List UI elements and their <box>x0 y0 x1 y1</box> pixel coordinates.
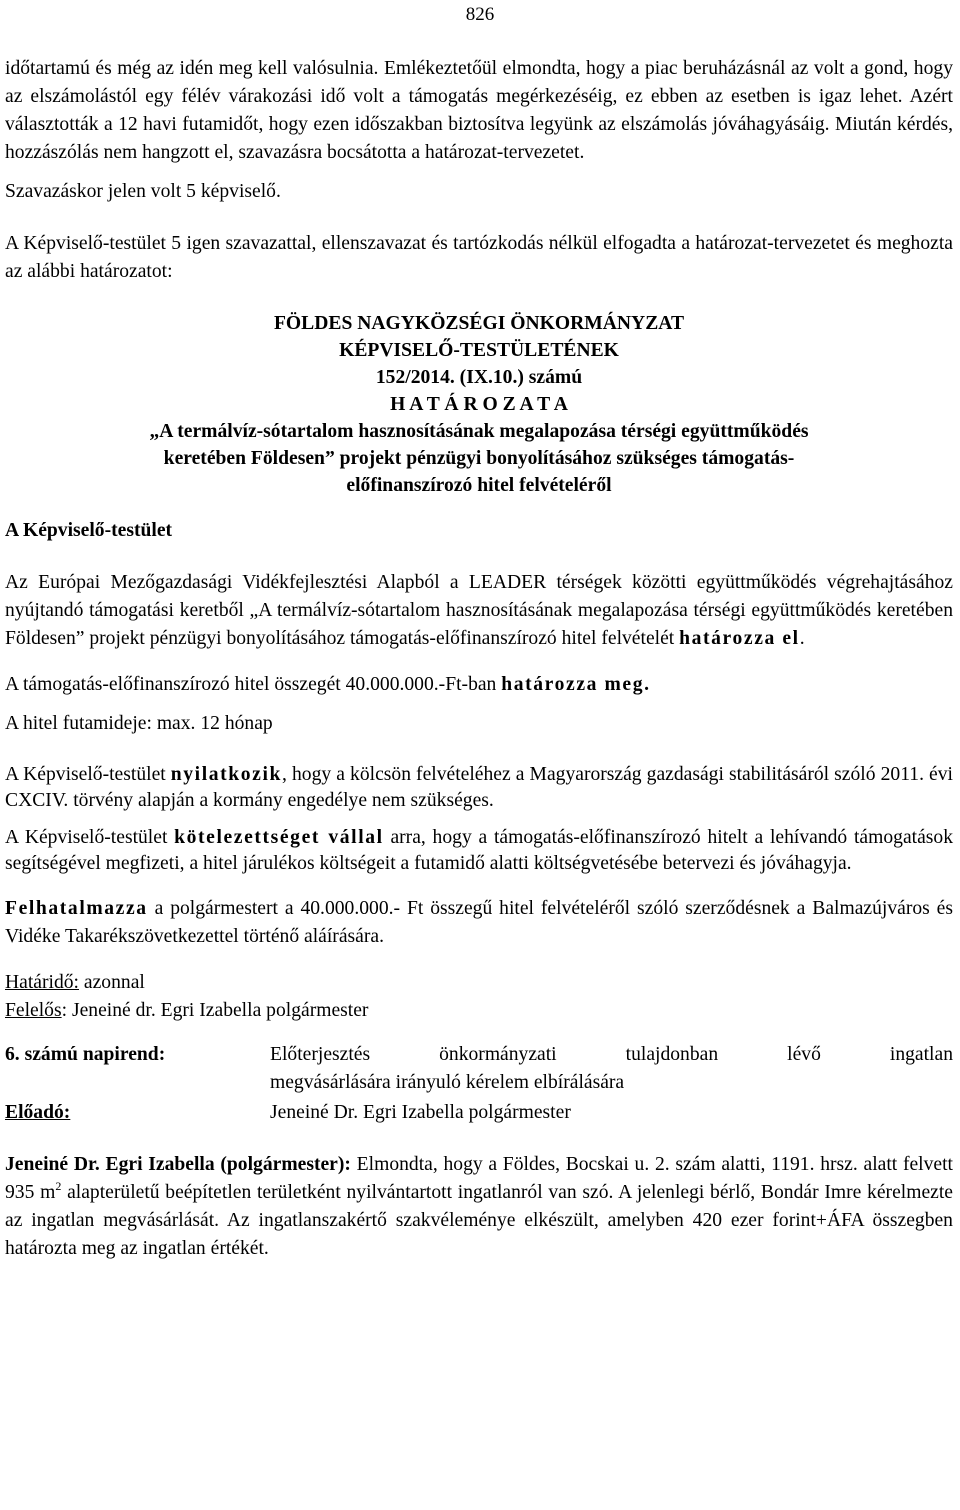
vote-paragraph: A Képviselő-testület 5 igen szavazattal, ellenszavazat és tartózkodás nélkül elfogadta a határozat-tervezetet és meghozta az alábbi határozatot: <box>5 233 953 282</box>
agenda-label: 6. számú napirend: <box>5 1044 166 1065</box>
heading-line-1: FÖLDES NAGYKÖZSÉGI ÖNKORMÁNYZAT <box>273 313 685 334</box>
page-number: 826 <box>465 4 495 25</box>
resolution-point-6 <box>5 895 953 951</box>
point-4-start: A Képviselő-testület <box>5 764 166 785</box>
point-5-start: A Képviselő-testület <box>5 827 168 848</box>
deadline-label: Határidő: <box>5 972 79 993</box>
resolution-word: H A T Á R O Z A T A <box>390 394 568 415</box>
intro-paragraph: időtartamú és még az idén meg kell valósulnia. Emlékeztetőül elmondta, hogy a piac beruházásnál az volt a gond, hogy az elszámolástól egy félév várakozási idő volt a támogatás megérkezéséig, ez ebben az esetben is igaz lehet. Azért választották a 12 havi futamidőt, hogy ezen időszakban biztosítva legyünk az elszámolás jóváhagyásáig. Miután kérdés, hozzászólás nem hangzott el, szavazásra bocsátotta a határozat-tervezetet. <box>5 58 953 163</box>
resolution-point-5 <box>5 825 953 877</box>
point-5-text: arra, hogy a támogatás-előfinanszírozó hitelt a lehívandó támogatások segítségével megfizeti, a hitel járulékos költségeit a futamidő alatti költségvetésébe betervezi és jóváhagyja. <box>5 827 953 874</box>
resolution-point-2 <box>5 671 953 699</box>
presenter-label: Előadó: <box>5 1102 71 1123</box>
responsible-value: : Jeneiné dr. Egri Izabella polgármester <box>61 1000 369 1021</box>
presenter-row <box>5 1099 953 1127</box>
speaker-name: Jeneiné Dr. Egri Izabella (polgármester): <box>5 1154 351 1175</box>
resolution-point-4 <box>5 762 953 814</box>
body-label: A Képviselő-testület <box>5 520 173 541</box>
responsible-line <box>5 997 953 1025</box>
point-5-verb: kötelezettséget vállal <box>174 827 384 848</box>
speech-paragraph <box>5 1151 953 1263</box>
point-2-verb: határozza meg. <box>501 674 651 695</box>
agenda-title-line-2: megvásárlására irányuló kérelem elbírálására <box>270 1072 625 1093</box>
agenda-title <box>270 1041 953 1097</box>
agenda-item <box>5 1041 953 1097</box>
deadline-line <box>5 969 953 997</box>
resolution-point-3: A hitel futamideje: max. 12 hónap <box>5 713 273 734</box>
resolution-number: 152/2014. (IX.10.) számú <box>375 367 583 388</box>
speech-part-2: alapterületű beépítetlen területként nyilvántartott ingatlanról van szó. A jelenlegi bérlő, Bondár Imre kérelmezte az ingatlan megvásárlását. <box>5 1182 953 1231</box>
point-1-end: . <box>799 628 805 649</box>
presenter-value: Jeneiné Dr. Egri Izabella polgármester <box>270 1102 571 1123</box>
document-body <box>5 55 953 1263</box>
speech-part-3: Az ingatlanszakértő szakvéleménye elkészült, amelyben 420 ezer forint+ÁFA összegben határozta meg az ingatlan értékét. <box>5 1210 953 1259</box>
speech-part-1: Elmondta, hogy a Földes, Bocskai u. 2. szám alatti, 1191. hrsz. alatt felvett 935 m <box>5 1154 953 1203</box>
resolution-subject-3: előfinanszírozó hitel felvételéről <box>346 475 612 496</box>
deadline-value: azonnal <box>83 972 145 993</box>
responsible-label: Felelős <box>5 1000 62 1021</box>
point-4-verb: nyilatkozik <box>170 764 283 785</box>
point-4-text: , hogy a kölcsön felvételéhez a Magyarország gazdasági stabilitásáról szóló 2011. évi CXCIV. törvény alapján a kormány engedélye nem szükséges. <box>5 764 953 811</box>
point-6-text: a polgármestert a 40.000.000.- Ft összegű hitel felvételéről szóló szerződésnek a Balmazújváros és Vidéke Takarékszövetkezettel történő aláírására. <box>5 898 954 947</box>
attendance-line: Szavazáskor jelen volt 5 képviselő. <box>5 181 281 202</box>
agenda-title-line-1: Előterjesztés önkormányzati tulajdonban lévő ingatlan <box>270 1044 953 1065</box>
point-6-verb: Felhatalmazza <box>5 898 148 919</box>
point-1-verb: határozza el <box>679 628 800 649</box>
superscript-2: 2 <box>55 1179 62 1193</box>
heading-line-2: KÉPVISELŐ-TESTÜLETÉNEK <box>339 340 619 361</box>
resolution-subject-2: keretében Földesen” projekt pénzügyi bonyolításához szükséges támogatás- <box>163 448 795 469</box>
resolution-subject-1: „A termálvíz-sótartalom hasznosításának megalapozása térségi együttműködés <box>149 421 809 442</box>
resolution-point-1 <box>5 569 953 653</box>
point-1-text: Az Európai Mezőgazdasági Vidékfejlesztési Alapból a LEADER térségek közötti együttműködés végrehajtásához nyújtandó támogatási keretből „A termálvíz-sótartalom hasznosításának megalapozása térségi együttműködés keretében Földesen” projekt pénzügyi bonyolításához támogatás-előfinanszírozó hitel felvételét <box>5 572 953 649</box>
resolution-heading <box>5 310 953 499</box>
point-2-text: A támogatás-előfinanszírozó hitel összegét 40.000.000.-Ft-ban <box>5 674 497 695</box>
